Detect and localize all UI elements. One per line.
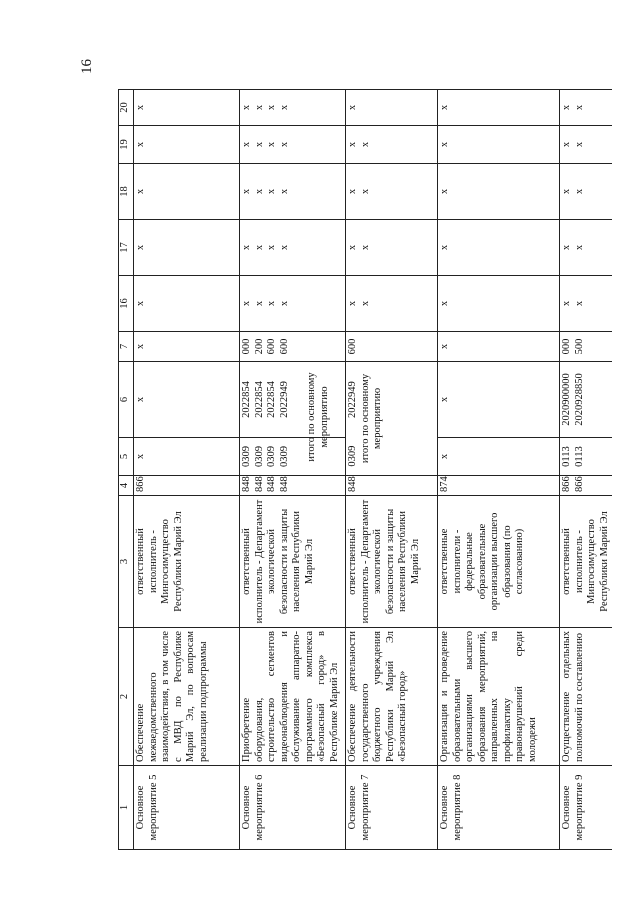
value-20: x x: [560, 90, 613, 126]
col-header: 7: [119, 332, 134, 362]
col-header: 20: [119, 90, 134, 126]
value-19: x x: [560, 126, 613, 164]
csr-code: x: [134, 362, 240, 438]
col-header: 3: [119, 496, 134, 628]
event-name: Основное мероприятие 8: [438, 766, 560, 850]
value-20: x: [438, 90, 560, 126]
gr-code: 874: [438, 476, 560, 496]
value-20: x: [134, 90, 240, 126]
table-row: [134, 90, 240, 850]
value-16: x: [438, 276, 560, 332]
gr-code: 848: [346, 476, 438, 496]
value-17: x x: [346, 220, 438, 276]
csr-code: 0309 2022949 итого по основному мероприятию: [346, 362, 438, 476]
event-name: Основное мероприятие 7: [346, 766, 438, 850]
value-20: x x x x: [240, 90, 346, 126]
col-header: 17: [119, 220, 134, 276]
value-20: x: [346, 90, 438, 126]
program-table: [118, 89, 612, 850]
value-17: x x: [560, 220, 613, 276]
value-16: x x: [346, 276, 438, 332]
col-header: 6: [119, 362, 134, 438]
value-18: x: [438, 164, 560, 220]
value-18: x: [134, 164, 240, 220]
value-17: x: [134, 220, 240, 276]
col-header: 19: [119, 126, 134, 164]
total-label: итого по основному мероприятию: [359, 373, 383, 464]
executor: ответственный исполнитель - Департамент экологической безопасности и защиты населения Республики Марий Эл: [240, 496, 346, 628]
csr-code: 2022854 2022854 2022854 2022949: [240, 362, 346, 438]
vr-code: 000 500: [560, 332, 613, 362]
value-19: x: [134, 126, 240, 164]
rzpr-code: 0309 0309 0309 0309: [240, 438, 346, 476]
executor: ответственные исполнители - федеральные образовательные организации высшего образования (по согласованию): [438, 496, 560, 628]
header-row: [119, 90, 134, 850]
table-row: [346, 90, 438, 850]
table-row: [438, 90, 560, 850]
event-description: Осуществление отдельных полномочий по составлению: [560, 628, 613, 766]
event-description: Обеспечение межведомственного взаимодействия, в том числе с МВД по Республике Марий Эл, по вопросам реализации подпрограммы: [134, 628, 240, 766]
table-row: [560, 90, 613, 850]
page-number: 16: [79, 59, 95, 74]
event-name: Основное мероприятие 6: [240, 766, 346, 850]
col-header: 4: [119, 476, 134, 496]
executor: ответственный исполнитель - Мингосимущество Республики Марий Эл: [560, 496, 613, 628]
value-18: x x: [560, 164, 613, 220]
total-label: итого по основному мероприятию: [306, 372, 330, 462]
value-18: x x: [346, 164, 438, 220]
value-19: x x: [346, 126, 438, 164]
rzpr-code: 0113 0113: [560, 438, 613, 476]
vr-code: x: [134, 332, 240, 362]
col-header: 16: [119, 276, 134, 332]
event-description: Обеспечение деятельности государственного бюджетного учреждения Республики Марий Эл «Безопасный город»: [346, 628, 438, 766]
value-17: x x x x: [240, 220, 346, 276]
gr-code: 866 866: [560, 476, 613, 496]
gr-code: 848 848 848 848: [240, 476, 346, 496]
rzpr-code: x: [134, 438, 240, 476]
col-header: 2: [119, 628, 134, 766]
event-description: Организация и проведение образовательными организациями высшего образования мероприятий, направленных на профилактику правонарушений среди молодежи: [438, 628, 560, 766]
value-16: x: [134, 276, 240, 332]
csr-code: 2020900000 2020928850: [560, 362, 613, 438]
col-header: 1: [119, 766, 134, 850]
value-19: x x x x: [240, 126, 346, 164]
col-header: 5: [119, 438, 134, 476]
csr-code: x: [438, 362, 560, 438]
event-name: Основное мероприятие 9: [560, 766, 613, 850]
vr-code: x: [438, 332, 560, 362]
rotated-page: [118, 90, 610, 850]
value-19: x: [438, 126, 560, 164]
rzpr-code: x: [438, 438, 560, 476]
vr-code: 600: [346, 332, 438, 362]
value-16: x x x x: [240, 276, 346, 332]
value-16: x x: [560, 276, 613, 332]
value-18: x x x x: [240, 164, 346, 220]
executor: ответственный исполнитель - Мингосимущество Республики Марий Эл: [134, 496, 240, 628]
event-description: Приобретение оборудования, строительство сегментов видеонаблюдения и обслуживание аппаратно-программного комплекса «Безопасный город» в Республике Марий Эл: [240, 628, 346, 766]
vr-code: 000 200 600 600: [240, 332, 346, 362]
value-17: x: [438, 220, 560, 276]
event-name: Основное мероприятие 5: [134, 766, 240, 850]
executor: ответственный исполнитель - Департамент экологической безопасности и защиты населения Республики Марий Эл: [346, 496, 438, 628]
gr-code: 866: [134, 476, 240, 496]
col-header: 18: [119, 164, 134, 220]
